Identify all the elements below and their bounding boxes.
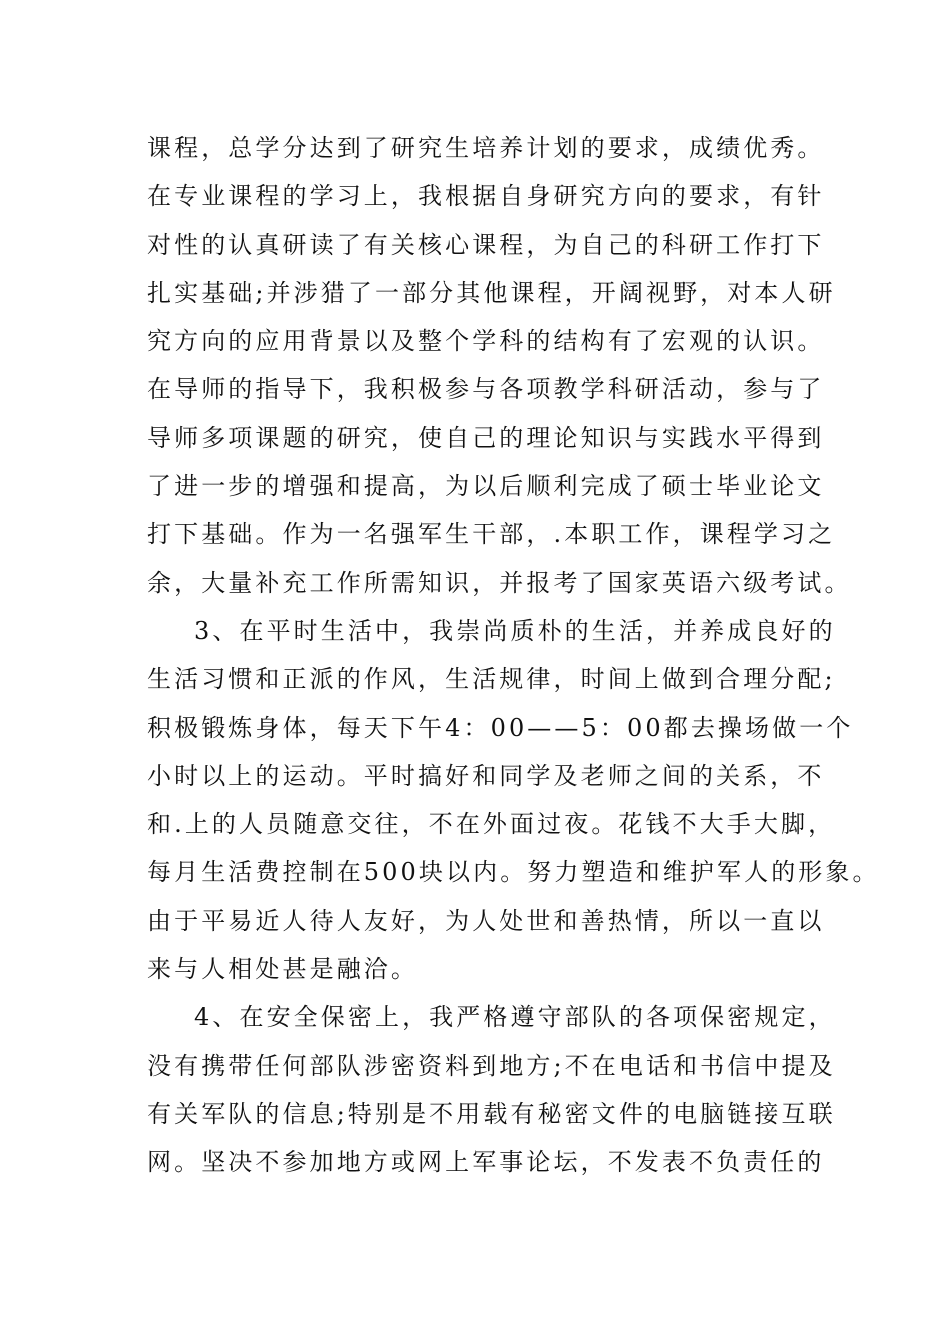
text-line: 生活习惯和正派的作风，生活规律，时间上做到合理分配; [147,665,836,694]
text-line: 余，大量补充工作所需知识，并报考了国家英语六级考试。 [147,568,852,597]
text-line: 打下基础。作为一名强军生干部，.本职工作，课程学习之 [147,520,836,549]
text-line: 对性的认真研读了有关核心课程，为自己的科研工作打下 [147,230,825,259]
text-line: 没有携带任何部队涉密资料到地方;不在电话和书信中提及 [147,1051,836,1080]
text-line: 有关军队的信息;特别是不用载有秘密文件的电脑链接互联 [147,1099,836,1128]
document-body [147,124,880,1187]
text-line: 由于平易近人待人友好，为人处世和善热情，所以一直以 [147,906,825,935]
text-line: 究方向的应用背景以及整个学科的结构有了宏观的认识。 [147,327,825,356]
text-line: 了进一步的增强和提高，为以后顺利完成了硕士毕业论文 [147,472,825,501]
text-line: 和.上的人员随意交往，不在外面过夜。花钱不大手大脚， [147,810,836,839]
paragraph-start-line: 4、在安全保密上，我严格遵守部队的各项保密规定， [194,1003,836,1032]
text-line: 小时以上的运动。平时搞好和同学及老师之间的关系，不 [147,761,825,790]
text-line: 每月生活费控制在500块以内。努力塑造和维护军人的形象。 [147,858,880,887]
text-line: 来与人相处甚是融洽。 [147,955,418,984]
text-line: 网。坚决不参加地方或网上军事论坛，不发表不负责任的 [147,1148,825,1177]
text-line: 积极锻炼身体，每天下午4：00——5：00都去操场做一个 [147,713,854,742]
text-line: 扎实基础;并涉猎了一部分其他课程，开阔视野，对本人研 [147,278,836,307]
text-line: 在专业课程的学习上，我根据自身研究方向的要求，有针 [147,182,825,211]
text-line: 课程，总学分达到了研究生培养计划的要求，成绩优秀。 [147,134,825,162]
text-line: 在导师的指导下，我积极参与各项教学科研活动，参与了 [147,375,825,404]
text-line: 导师多项课题的研究，使自己的理论知识与实践水平得到 [147,423,825,452]
paragraph-start-line: 3、在平时生活中，我崇尚质朴的生活，并养成良好的 [194,616,836,645]
